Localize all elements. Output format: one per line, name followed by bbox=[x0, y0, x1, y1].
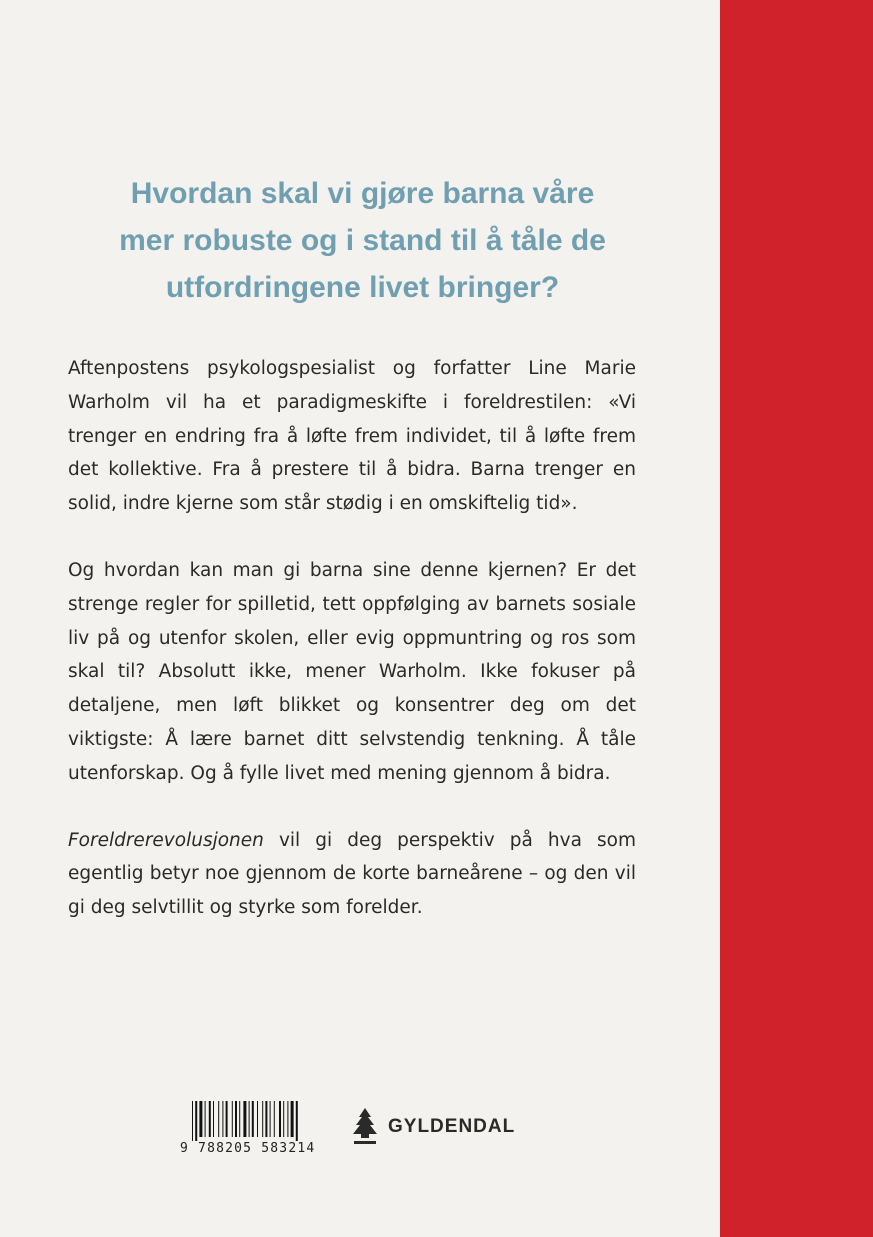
barcode-bar bbox=[257, 1101, 258, 1137]
barcode-bar bbox=[296, 1101, 298, 1141]
publisher-name: GYLDENDAL bbox=[388, 1116, 516, 1137]
headline-line-3: utfordringene livet bringer? bbox=[165, 271, 560, 304]
barcode-bar bbox=[226, 1101, 228, 1137]
book-title: Foreldrerevolusjonen bbox=[68, 829, 264, 851]
barcode-bar bbox=[287, 1101, 288, 1137]
barcode-bar bbox=[199, 1101, 202, 1137]
barcode-bar bbox=[232, 1101, 233, 1137]
blurb-paragraph-3-rest: vil gi deg perspektiv på hva som egentlig betyr noe gjennom de korte barneårene – og den vil gi deg selvtillit og styrke som forelder. bbox=[68, 829, 636, 919]
tree-icon bbox=[350, 1108, 380, 1146]
blurb-text bbox=[68, 352, 636, 925]
barcode-bar bbox=[192, 1101, 193, 1141]
barcode-bar bbox=[213, 1101, 214, 1137]
barcode-bar bbox=[235, 1101, 237, 1137]
blurb-paragraph-3 bbox=[68, 824, 636, 925]
barcode-bar bbox=[262, 1101, 263, 1137]
barcode-bar bbox=[249, 1101, 250, 1137]
blurb-paragraph-1: Aftenpostens psykologspesialist og forfatter Line Marie Warholm vil ha et paradigmeskifte i foreldrestilen: «Vi trenger en endring fra å løfte frem individet, til å løfte frem det kollektive. Fra å prestere til å bidra. Barna trenger en solid, indre kjerne som står stødig i en omskiftelig tid». bbox=[68, 358, 636, 515]
headline bbox=[95, 170, 630, 311]
barcode-bars bbox=[180, 1101, 338, 1141]
barcode-bar bbox=[195, 1101, 197, 1141]
barcode-bar bbox=[222, 1101, 223, 1137]
barcode-digits: 9 788205 583214 bbox=[180, 1141, 316, 1156]
barcode-bar bbox=[205, 1101, 206, 1137]
publisher-logo bbox=[350, 1107, 515, 1147]
barcode-bar bbox=[283, 1101, 284, 1137]
barcode-bar bbox=[243, 1101, 246, 1137]
barcode-bar bbox=[265, 1101, 267, 1137]
barcode-bar bbox=[279, 1101, 281, 1137]
barcode-bar bbox=[270, 1101, 271, 1137]
barcode-bar bbox=[252, 1101, 254, 1137]
blurb-paragraph-2: Og hvordan kan man gi barna sine denne kjernen? Er det strenge regler for spilletid, tett oppfølging av barnets sosiale liv på og utenfor skolen, eller evig oppmuntring og ros som skal til? Absolutt ikke, mener Warholm. Ikke fokuser på detaljene, men løft blikket og konsentrer deg om det viktigste: Å lære barnet ditt selvstendig tenkning. Å tåle utenforskap. Og å fylle livet med mening gjennom å bidra. bbox=[68, 559, 636, 784]
barcode-bar bbox=[218, 1101, 219, 1137]
barcode-bar bbox=[209, 1101, 211, 1137]
barcode-bar bbox=[274, 1101, 275, 1137]
barcode-bar bbox=[239, 1101, 240, 1137]
isbn-barcode bbox=[180, 1101, 338, 1159]
barcode-bar bbox=[291, 1101, 294, 1137]
red-spine-band bbox=[720, 0, 873, 1237]
headline-line-2: mer robuste og i stand til å tåle de bbox=[119, 224, 606, 257]
headline-line-1: Hvordan skal vi gjøre barna våre bbox=[130, 177, 595, 210]
